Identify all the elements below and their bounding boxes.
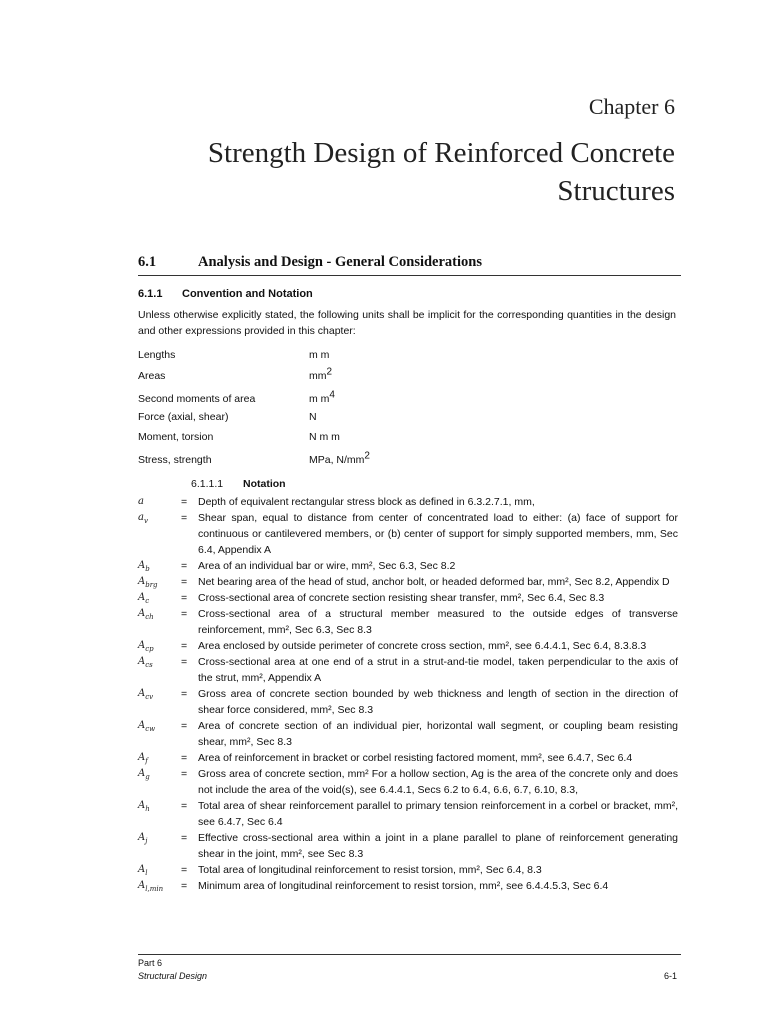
unit-quantity: Moment, torsion	[138, 431, 214, 443]
notation-row	[138, 654, 678, 686]
chapter-title-line-2: Structures	[557, 175, 675, 207]
notation-row	[138, 510, 678, 558]
section-rule	[138, 275, 681, 276]
notation-equals: =	[181, 560, 188, 572]
notation-definition: Effective cross-sectional area within a joint in a plane parallel to plane of reinforcement generating shear in the joint, mm², see Sec 8.3	[198, 832, 678, 860]
notation-equals: =	[181, 576, 188, 588]
notation-row	[138, 718, 678, 750]
unit-value: m m	[309, 349, 330, 361]
notation-definition: Area enclosed by outside perimeter of concrete cross section, mm², see 6.4.4.1, Sec 6.4, 8.3.8.3	[198, 640, 647, 652]
unit-row	[138, 343, 538, 361]
subsection-heading	[138, 288, 313, 300]
notation-symbol: a	[138, 496, 144, 507]
section-heading	[138, 254, 681, 274]
section-title: Analysis and Design - General Considerations	[198, 254, 482, 270]
notation-definition: Shear span, equal to distance from center of concentrated load to either: (a) face of support for continuous or cantilevered members, or (b) center of support for simply supported members, mm, Sec 6.4, Appendix A	[198, 512, 678, 556]
notation-row	[138, 798, 678, 830]
notation-definition: Area of concrete section of an individual pier, horizontal wall segment, or coupling beam resisting shear, mm², Sec 8.3	[198, 720, 678, 748]
notation-row	[138, 830, 678, 862]
notation-definition: Gross area of concrete section, mm² For a hollow section, Ag is the area of the concrete only and does not include the area of the void(s), see 6.4.4.1, Secs 6.2 to 6.4, 6.6, 6.7, 6.10, 8.3,	[198, 768, 678, 796]
notation-equals: =	[181, 512, 188, 524]
notation-definition: Minimum area of longitudinal reinforcement to resist torsion, mm², see 6.4.4.5.3, Sec 6.4	[198, 880, 609, 892]
notation-row	[138, 574, 678, 590]
notation-definition: Total area of shear reinforcement parallel to primary tension reinforcement in a corbel or bracket, mm², see 6.4.7, Sec 6.4	[198, 800, 678, 828]
chapter-title	[155, 134, 675, 210]
notation-definition: Cross-sectional area at one end of a strut in a strut-and-tie model, taken perpendicular to the axis of the strut, mm², Appendix A	[198, 656, 678, 684]
notation-definition: Net bearing area of the head of stud, anchor bolt, or headed deformed bar, mm², Sec 8.2, Appendix D	[198, 576, 670, 588]
notation-symbol: $A_{ch}$	[138, 608, 154, 621]
notation-equals: =	[181, 592, 188, 604]
unit-value: $mm^2$	[309, 366, 333, 382]
unit-row	[138, 405, 538, 423]
notation-row	[138, 766, 678, 798]
notation-symbol: $A_l$	[138, 864, 148, 877]
notation-equals: =	[181, 864, 188, 876]
unit-quantity: Lengths	[138, 349, 176, 361]
notation-equals: =	[181, 656, 188, 668]
notation-symbol: $A_{cs}$	[138, 656, 153, 669]
notation-row	[138, 750, 678, 766]
notation-list	[138, 494, 678, 894]
footer-rule	[138, 954, 681, 955]
subsection-title: Convention and Notation	[182, 288, 313, 300]
intro-paragraph: Unless otherwise explicitly stated, the following units shall be implicit for the corresponding quantities in the design and other expressions provided in this chapter:	[138, 309, 676, 337]
unit-row	[138, 448, 538, 466]
notation-symbol: $A_h$	[138, 800, 150, 813]
notation-equals: =	[181, 880, 188, 892]
footer-subtitle: Structural Design	[138, 971, 208, 981]
notation-symbol: $A_{cp}$	[138, 640, 154, 653]
notation-symbol: $A_j$	[138, 832, 148, 845]
unit-row	[138, 425, 538, 443]
notation-definition: Total area of longitudinal reinforcement to resist torsion, mm², Sec 6.4, 8.3	[198, 864, 542, 876]
notation-symbol: $A_{brg}$	[138, 576, 158, 589]
notation-equals: =	[181, 768, 188, 780]
notation-equals: =	[181, 752, 188, 764]
notation-definition: Gross area of concrete section bounded by web thickness and length of section in the direction of shear force considered, mm², Sec 8.3	[198, 688, 678, 716]
notation-definition: Depth of equivalent rectangular stress block as defined in 6.3.2.7.1, mm,	[198, 496, 535, 508]
notation-row	[138, 638, 678, 654]
notation-row	[138, 686, 678, 718]
notation-row	[138, 558, 678, 574]
chapter-label: Chapter 6	[588, 94, 675, 119]
notation-symbol: $A_{cv}$	[138, 688, 154, 701]
notation-equals: =	[181, 640, 188, 652]
notation-row	[138, 606, 678, 638]
notation-row	[138, 862, 678, 878]
unit-value: m $m^4$	[309, 389, 335, 405]
chapter-title-line-1: Strength Design of Reinforced Concrete	[207, 137, 675, 169]
unit-row	[138, 364, 538, 382]
notation-row	[138, 590, 678, 606]
notation-equals: =	[181, 608, 188, 620]
notation-equals: =	[181, 688, 188, 700]
page-number: 6-1	[663, 971, 677, 981]
notation-symbol: $A_{l,min}$	[138, 880, 164, 893]
unit-quantity: Force (axial, shear)	[138, 411, 229, 423]
footer-part: Part 6	[138, 958, 163, 968]
subsection-number: 6.1.1	[138, 288, 163, 300]
unit-value: MPa, $N/mm^2$	[309, 450, 370, 466]
unit-quantity: Areas	[138, 370, 166, 382]
notation-equals: =	[181, 800, 188, 812]
notation-definition: Area of an individual bar or wire, mm², Sec 6.3, Sec 8.2	[198, 560, 456, 572]
notation-symbol: $A_{cw}$	[138, 720, 156, 733]
unit-value: N	[309, 411, 317, 423]
notation-number: 6.1.1.1	[191, 478, 224, 490]
notation-symbol: $A_g$	[138, 768, 150, 781]
notation-definition: Area of reinforcement in bracket or corbel resisting factored moment, mm², see 6.4.7, Sec 6.4	[198, 752, 633, 764]
notation-symbol: $a_v$	[138, 512, 148, 525]
notation-equals: =	[181, 720, 188, 732]
unit-value: N m m	[309, 431, 340, 443]
notation-symbol: $A_f$	[138, 752, 148, 765]
notation-heading	[191, 478, 286, 490]
notation-row	[138, 494, 678, 510]
notation-title: Notation	[243, 478, 286, 490]
notation-definition: Cross-sectional area of concrete section resisting shear transfer, mm², Sec 6.4, Sec 8.3	[198, 592, 605, 604]
section-number: 6.1	[138, 254, 157, 270]
unit-quantity: Second moments of area	[138, 393, 256, 405]
notation-row	[138, 878, 678, 894]
notation-symbol: $A_c$	[138, 592, 150, 605]
unit-row	[138, 387, 538, 405]
notation-equals: =	[181, 496, 188, 508]
unit-quantity: Stress, strength	[138, 454, 212, 466]
notation-symbol: $A_b$	[138, 560, 150, 573]
notation-equals: =	[181, 832, 188, 844]
notation-definition: Cross-sectional area of a structural member measured to the outside edges of transverse reinforcement, mm², Sec 6.3, Sec 8.3	[198, 608, 678, 636]
